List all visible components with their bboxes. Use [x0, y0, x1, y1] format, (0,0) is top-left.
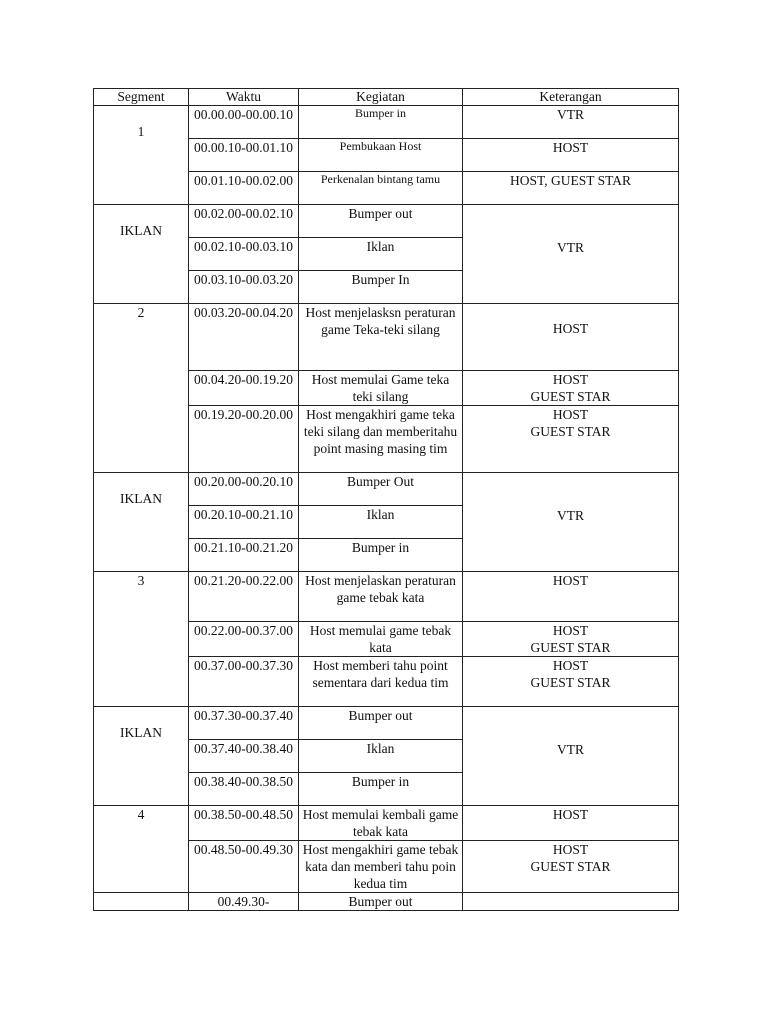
waktu-cell: 00.20.10-00.21.10: [189, 506, 299, 539]
waktu-cell: 00.48.50-00.49.30: [189, 841, 299, 893]
segment-cell: 3: [94, 572, 189, 707]
keterangan-cell: HOST GUEST STAR: [463, 657, 679, 707]
waktu-cell: 00.03.20-00.04.20: [189, 304, 299, 371]
kegiatan-cell: Iklan: [299, 238, 463, 271]
kegiatan-cell: Bumper in: [299, 773, 463, 806]
table-row: [94, 806, 679, 841]
table-row: [94, 707, 679, 740]
segment-cell: IKLAN: [94, 707, 189, 806]
kegiatan-cell: Bumper In: [299, 271, 463, 304]
kegiatan-cell: Bumper in: [299, 539, 463, 572]
header-kegiatan: Kegiatan: [299, 89, 463, 106]
kegiatan-cell: [299, 139, 463, 172]
kegiatan-cell: Host menjelaskan peraturan game tebak kata: [299, 572, 463, 622]
rundown-table: [93, 88, 679, 911]
waktu-cell: 00.37.00-00.37.30: [189, 657, 299, 707]
segment-cell: IKLAN: [94, 473, 189, 572]
waktu-cell: 00.38.50-00.48.50: [189, 806, 299, 841]
keterangan-cell: [463, 893, 679, 911]
waktu-cell: 00.21.10-00.21.20: [189, 539, 299, 572]
kegiatan-cell: Iklan: [299, 740, 463, 773]
waktu-cell: 00.20.00-00.20.10: [189, 473, 299, 506]
waktu-cell: 00.37.30-00.37.40: [189, 707, 299, 740]
segment-cell: [94, 893, 189, 911]
kegiatan-cell: Bumper out: [299, 205, 463, 238]
keterangan-cell: HOST GUEST STAR: [463, 406, 679, 473]
keterangan-cell: HOST GUEST STAR: [463, 841, 679, 893]
kegiatan-cell: [299, 106, 463, 139]
table-row: [94, 893, 679, 911]
waktu-cell: 00.02.10-00.03.10: [189, 238, 299, 271]
keterangan-cell: VTR: [463, 106, 679, 139]
kegiatan-text: Pembukaan Host: [339, 139, 422, 153]
waktu-cell: 00.22.00-00.37.00: [189, 622, 299, 657]
header-waktu: Waktu: [189, 89, 299, 106]
kegiatan-cell: Host memberi tahu point sementara dari kedua tim: [299, 657, 463, 707]
keterangan-cell: HOST: [463, 304, 679, 371]
kegiatan-cell: Host memulai Game teka teki silang: [299, 371, 463, 406]
segment-cell: IKLAN: [94, 205, 189, 304]
kegiatan-cell: Bumper Out: [299, 473, 463, 506]
keterangan-cell: HOST GUEST STAR: [463, 622, 679, 657]
kegiatan-text: Perkenalan bintang tamu: [320, 172, 441, 186]
keterangan-cell: VTR: [463, 205, 679, 304]
kegiatan-cell: Bumper out: [299, 893, 463, 911]
keterangan-cell: HOST: [463, 806, 679, 841]
waktu-cell: 00.03.10-00.03.20: [189, 271, 299, 304]
keterangan-cell: VTR: [463, 473, 679, 572]
header-keterangan: Keterangan: [463, 89, 679, 106]
table-row: [94, 473, 679, 506]
header-segment: Segment: [94, 89, 189, 106]
waktu-cell: 00.37.40-00.38.40: [189, 740, 299, 773]
kegiatan-cell: Host mengakhiri game tebak kata dan memberi tahu poin kedua tim: [299, 841, 463, 893]
waktu-cell: 00.01.10-00.02.00: [189, 172, 299, 205]
kegiatan-cell: Iklan: [299, 506, 463, 539]
keterangan-cell: VTR: [463, 707, 679, 806]
waktu-cell: 00.00.00-00.00.10: [189, 106, 299, 139]
kegiatan-cell: Bumper out: [299, 707, 463, 740]
kegiatan-text: Bumper in: [355, 106, 406, 120]
kegiatan-cell: Host menjelasksn peraturan game Teka-teki silang: [299, 304, 463, 371]
kegiatan-cell: [299, 172, 463, 205]
waktu-cell: 00.02.00-00.02.10: [189, 205, 299, 238]
table-row: [94, 572, 679, 622]
kegiatan-cell: Host memulai kembali game tebak kata: [299, 806, 463, 841]
segment-cell: 1: [94, 106, 189, 205]
keterangan-cell: HOST: [463, 572, 679, 622]
table-header-row: [94, 89, 679, 106]
table-row: [94, 304, 679, 371]
kegiatan-cell: Host memulai game tebak kata: [299, 622, 463, 657]
table-row: [94, 106, 679, 139]
keterangan-cell: HOST GUEST STAR: [463, 371, 679, 406]
keterangan-cell: HOST: [463, 139, 679, 172]
waktu-cell: 00.21.20-00.22.00: [189, 572, 299, 622]
waktu-cell: 00.38.40-00.38.50: [189, 773, 299, 806]
waktu-cell: 00.19.20-00.20.00: [189, 406, 299, 473]
waktu-cell: 00.04.20-00.19.20: [189, 371, 299, 406]
waktu-cell: 00.49.30-: [189, 893, 299, 911]
kegiatan-cell: Host mengakhiri game teka teki silang dan memberitahu point masing masing tim: [299, 406, 463, 473]
table-row: [94, 205, 679, 238]
waktu-cell: 00.00.10-00.01.10: [189, 139, 299, 172]
keterangan-cell: HOST, GUEST STAR: [463, 172, 679, 205]
segment-cell: 4: [94, 806, 189, 893]
segment-cell: 2: [94, 304, 189, 473]
